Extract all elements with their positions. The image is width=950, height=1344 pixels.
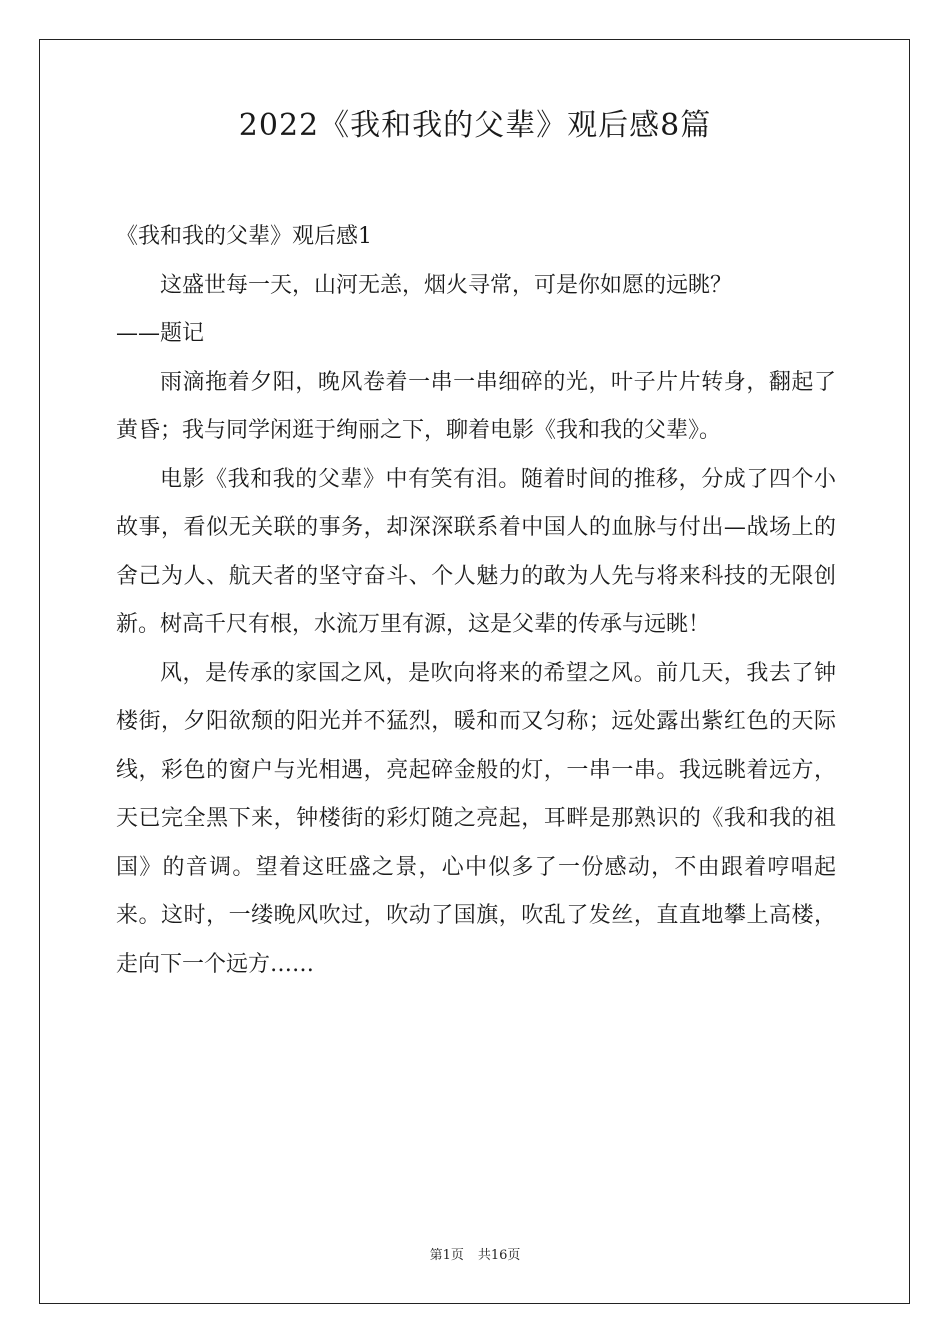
paragraph-3: 风，是传承的家国之风，是吹向将来的希望之风。前几天，我去了钟楼街，夕阳欲颓的阳光并不猛烈，暖和而又匀称；远处露出紫红色的天际线，彩色的窗户与光相遇，亮起碎金般的灯，一串一串。我远眺着远方，天已完全黑下来，钟楼街的彩灯随之亮起，耳畔是那熟识的《我和我的祖国》的音调。望着这旺盛之景，心中似多了一份感动，不由跟着哼唱起来。这时，一缕晚风吹过，吹动了国旗，吹乱了发丝，直直地攀上高楼，走向下一个远方…… [116, 660, 836, 977]
paragraph-2: 电影《我和我的父辈》中有笑有泪。随着时间的推移，分成了四个小故事，看似无关联的事务，却深深联系着中国人的血脉与付出—战场上的舍己为人、航天者的坚守奋斗、个人魅力的敢为人先与将来科技的无限创新。树高千尺有根，水流万里有源，这是父辈的传承与远眺！ [116, 466, 836, 637]
page-total: 共16页 [477, 1248, 521, 1263]
section-heading: 《我和我的父辈》观后感1 [116, 224, 372, 249]
paragraph-1: 雨滴拖着夕阳，晚风卷着一串一串细碎的光，叶子片片转身，翻起了黄昏；我与同学闲逛于绚丽之下，聊着电影《我和我的父辈》。 [116, 369, 836, 443]
page-number: 第1页 [429, 1248, 464, 1263]
epigraph-signature: ——题记 [116, 321, 205, 346]
epigraph: 这盛世每一天，山河无恙，烟火寻常，可是你如愿的远眺？ [160, 272, 733, 298]
page-footer [0, 1247, 950, 1265]
document-title: 2022《我和我的父辈》观后感8篇 [238, 108, 712, 143]
document-body [116, 213, 836, 989]
